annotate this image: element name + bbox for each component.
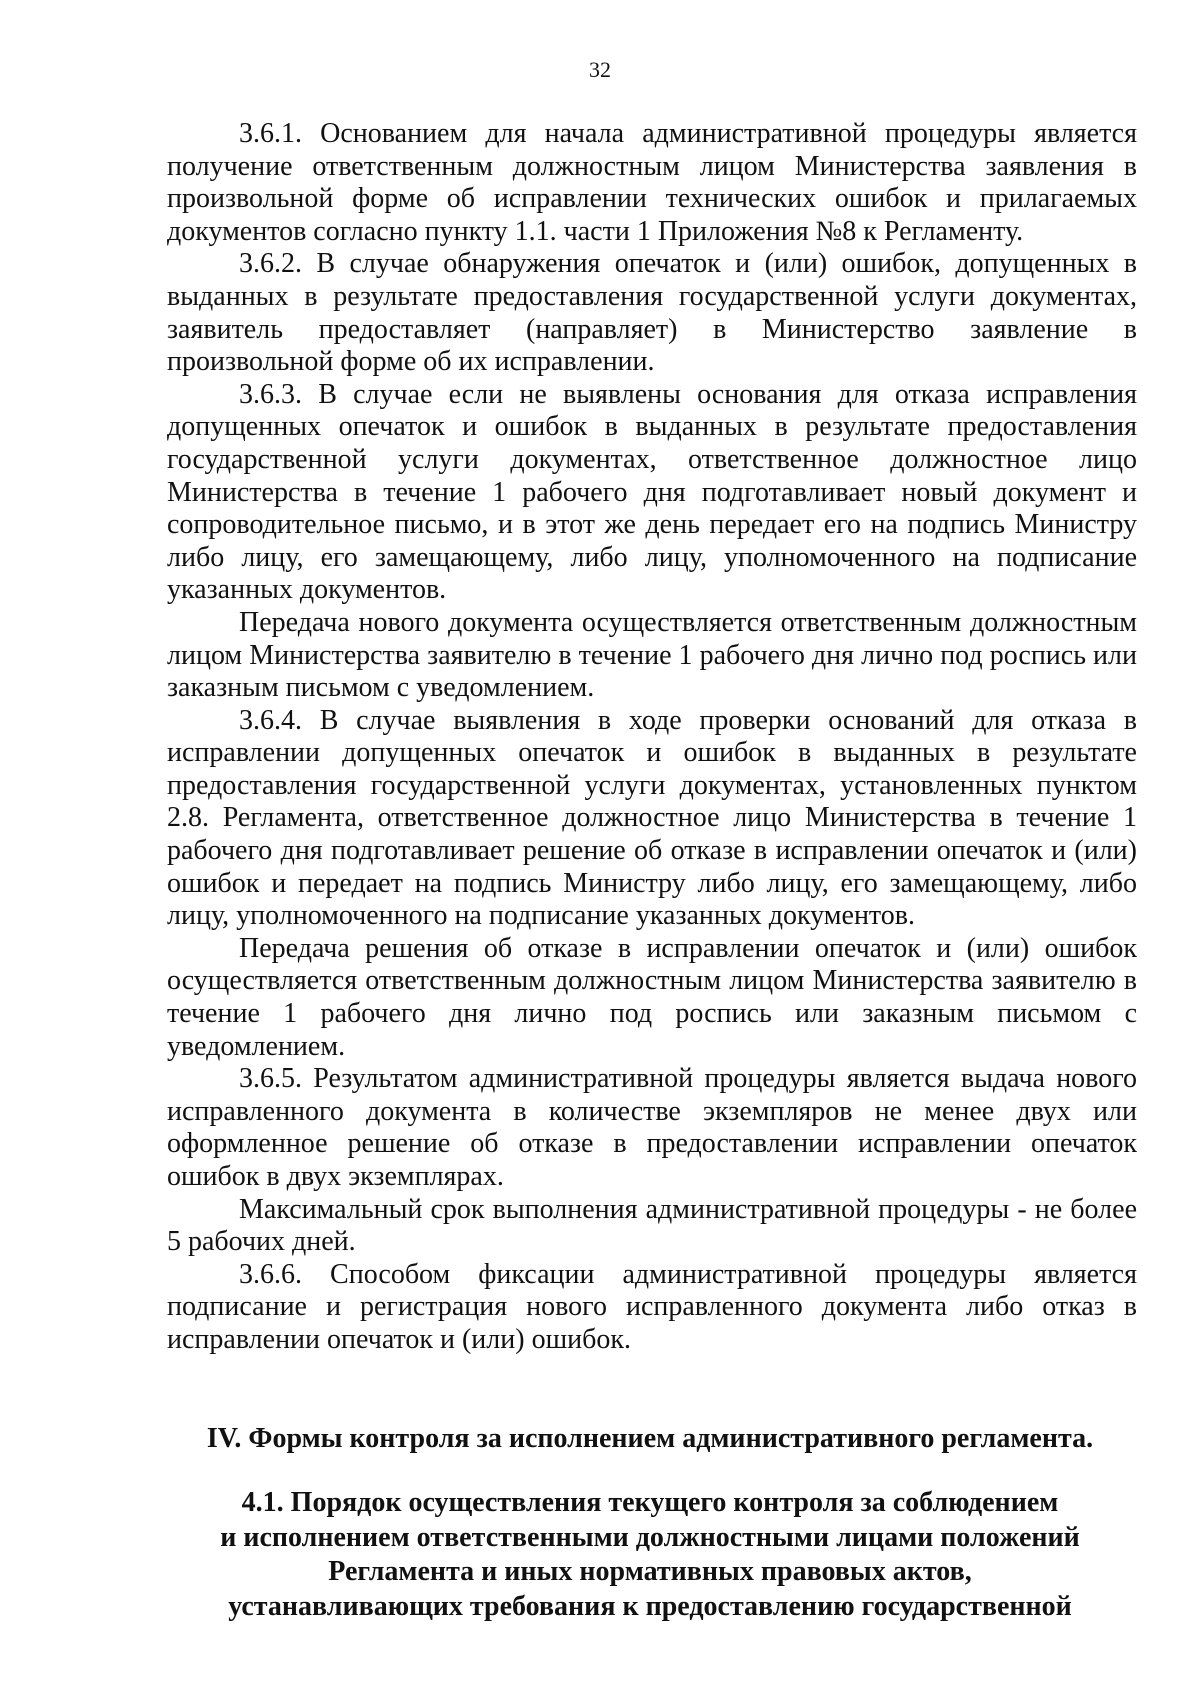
paragraph-3-6-1: 3.6.1. Основанием для начала административной процедуры является получение ответственным должностным лицом Министерства заявления в произвольной форме об исправлении технических ошибок и прилагаемых документов согласно пункту 1.1. части 1 Приложения №8 к Регламенту. xyxy=(167,118,1137,247)
paragraph-3-6-4: 3.6.4. В случае выявления в ходе проверки оснований для отказа в исправлении допущенных опечаток и ошибок в выданных в результате предоставления государственной услуги документах, установленных пунктом 2.8. Регламента, ответственное должностное лицо Министерства в течение 1 рабочего дня подготавливает решение об отказе в исправлении опечаток и (или) ошибок и передает на подпись Министру либо лицу, его замещающему, либо лицу, уполномоченного на подписание указанных документов. xyxy=(167,704,1137,932)
subsection-heading-line: Регламента и иных нормативных правовых актов, xyxy=(328,1556,972,1587)
subsection-heading xyxy=(150,1486,1150,1624)
page-number: 32 xyxy=(589,57,611,82)
paragraph-new-document-transfer: Передача нового документа осуществляется ответственным должностным лицом Министерства заявителю в течение 1 рабочего дня лично под роспись или заказным письмом с уведомлением. xyxy=(167,606,1137,704)
subsection-heading-line: 4.1. Порядок осуществления текущего контроля за соблюдением xyxy=(241,1487,1059,1518)
paragraph-3-6-2: 3.6.2. В случае обнаружения опечаток и (или) ошибок, допущенных в выданных в результате предоставления государственной услуги документах, заявитель предоставляет (направляет) в Министерство заявление в произвольной форме об их исправлении. xyxy=(167,248,1137,378)
section-heading: IV. Формы контроля за исполнением административного регламента. xyxy=(206,1423,1094,1454)
paragraph-3-6-5: 3.6.5. Результатом административной процедуры является выдача нового исправленного документа в количестве экземпляров не менее двух или оформленное решение об отказе в предоставлении исправлении опечаток ошибок в двух экземплярах. xyxy=(167,1063,1137,1192)
paragraph-3-6-6: 3.6.6. Способом фиксации административной процедуры является подписание и регистрация нового исправленного документа либо отказ в исправлении опечаток и (или) ошибок. xyxy=(167,1258,1137,1355)
body-text xyxy=(167,118,1137,1357)
paragraph-refusal-transfer: Передача решения об отказе в исправлении опечаток и (или) ошибок осуществляется ответственным должностным лицом Министерства заявителю в течение 1 рабочего дня лично под роспись или заказным письмом с уведомлением. xyxy=(167,932,1137,1062)
paragraph-max-duration: Максимальный срок выполнения административной процедуры - не более 5 рабочих дней. xyxy=(167,1193,1137,1258)
paragraph-3-6-3: 3.6.3. В случае если не выявлены основания для отказа исправления допущенных опечаток и ошибок в выданных в результате предоставления государственной услуги документах, ответственное должностное лицо Министерства в течение 1 рабочего дня подготавливает новый документ и сопроводительное письмо, и в этот же день передает его на подпись Министру либо лицу, его замещающему, либо лицу, уполномоченного на подписание указанных документов. xyxy=(167,378,1137,606)
subsection-heading-line: устанавливающих требования к предоставлению государственной xyxy=(228,1590,1072,1622)
subsection-heading-line: и исполнением ответственными должностными лицами положений xyxy=(220,1521,1080,1553)
